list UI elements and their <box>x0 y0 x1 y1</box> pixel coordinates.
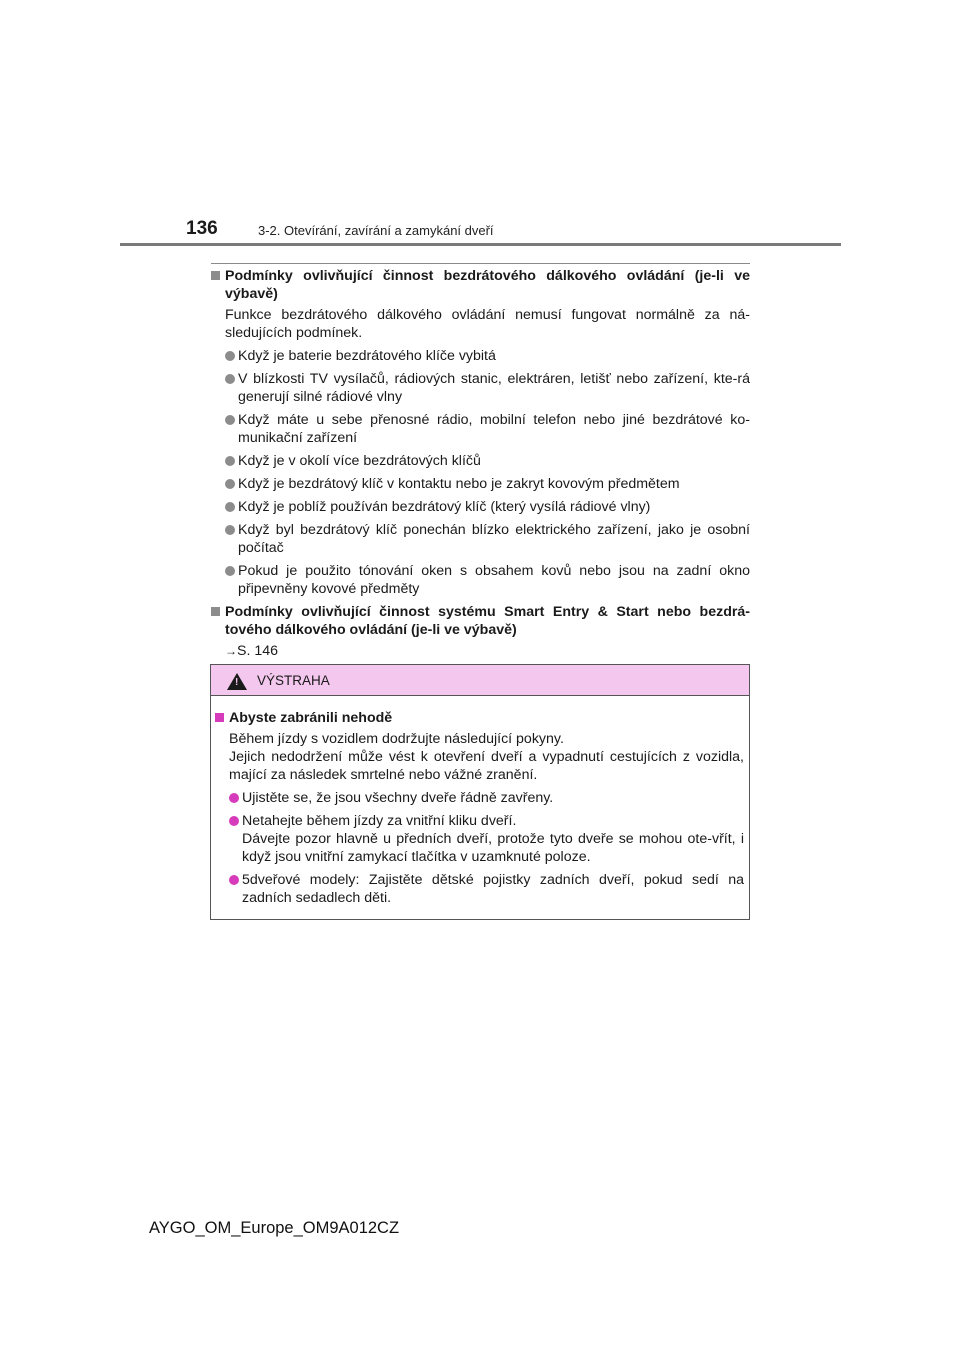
list-item: Netahejte během jízdy za vnitřní kliku dveří. Dávejte pozor hlavně u předních dveří, protože tyto dveře se mohou ote-vřít, i když jsou vnitřní zamykací tlačítka v uzamknuté poloze. <box>215 812 744 866</box>
circle-bullet-icon <box>225 415 235 425</box>
circle-bullet-icon <box>225 502 235 512</box>
list-item: Když je bezdrátový klíč v kontaktu nebo je zakryt kovovým předmětem <box>211 475 750 493</box>
warning-text-1: Během jízdy s vozidlem dodržujte následující pokyny. <box>229 731 564 747</box>
circle-bullet-icon <box>225 456 235 466</box>
list-item: Pokud je použito tónování oken s obsahem kovů nebo jsou na zadní okno připevněny kovové předměty <box>211 562 750 598</box>
header-rule <box>120 243 841 246</box>
circle-bullet-icon <box>225 566 235 576</box>
section2-heading: Podmínky ovlivňující činnost systému Smart Entry & Start nebo bezdrá-tového dálkového ovládání (je-li ve výbavě) <box>211 603 750 639</box>
arrow-right-icon: → <box>225 644 237 658</box>
list-item: Když je v okolí více bezdrátových klíčů <box>211 452 750 470</box>
circle-bullet-icon <box>225 351 235 361</box>
section1-intro: Funkce bezdrátového dálkového ovládání nemusí fungovat normálně za ná-sledujících podmínek. <box>225 307 750 341</box>
section1-heading: Podmínky ovlivňující činnost bezdrátového dálkového ovládání (je-li ve výbavě) <box>211 267 750 303</box>
list-item: 5dveřové modely: Zajistěte dětské pojistky zadních dveří, pokud sedí na zadních sedadlech děti. <box>215 871 744 907</box>
list-item: Když je poblíž používán bezdrátový klíč (který vysílá rádiové vlny) <box>211 498 750 516</box>
list-item: Když byl bezdrátový klíč ponechán blízko elektrického zařízení, jako je osobní počítač <box>211 521 750 557</box>
circle-bullet-icon <box>225 525 235 535</box>
circle-bullet-icon <box>229 793 239 803</box>
warning-body <box>215 709 744 912</box>
page-reference[interactable]: →S. 146 <box>225 643 279 659</box>
square-bullet-icon <box>211 607 220 616</box>
page-number: 136 <box>186 218 218 239</box>
warning-header: ! VÝSTRAHA <box>211 665 749 696</box>
list-item: Když máte u sebe přenosné rádio, mobilní telefon nebo jiné bezdrátové ko-munikační zařízení <box>211 411 750 447</box>
section-title: 3-2. Otevírání, zavírání a zamykání dveří <box>258 223 494 238</box>
list-item: Ujistěte se, že jsou všechny dveře řádně zavřeny. <box>215 789 744 807</box>
circle-bullet-icon <box>229 816 239 826</box>
list-item: V blízkosti TV vysílačů, rádiových stanic, elektráren, letišť nebo zařízení, kte-rá generují silné rádiové vlny <box>211 370 750 406</box>
circle-bullet-icon <box>229 875 239 885</box>
circle-bullet-icon <box>225 374 235 384</box>
square-bullet-icon <box>215 713 224 722</box>
circle-bullet-icon <box>225 479 235 489</box>
warning-box <box>210 664 750 920</box>
main-content <box>211 267 750 660</box>
list-item: Když je baterie bezdrátového klíče vybitá <box>211 347 750 365</box>
divider <box>211 263 750 264</box>
warning-text-2: Jejich nedodržení může vést k otevření dveří a vypadnutí cestujících z vozidla, mající za následek smrtelné nebo vážné zranění. <box>229 749 744 783</box>
warning-heading: Abyste zabránili nehodě <box>215 709 744 727</box>
warning-label: VÝSTRAHA <box>257 673 330 688</box>
square-bullet-icon <box>211 271 220 280</box>
footer-doc-id: AYGO_OM_Europe_OM9A012CZ <box>149 1219 400 1237</box>
